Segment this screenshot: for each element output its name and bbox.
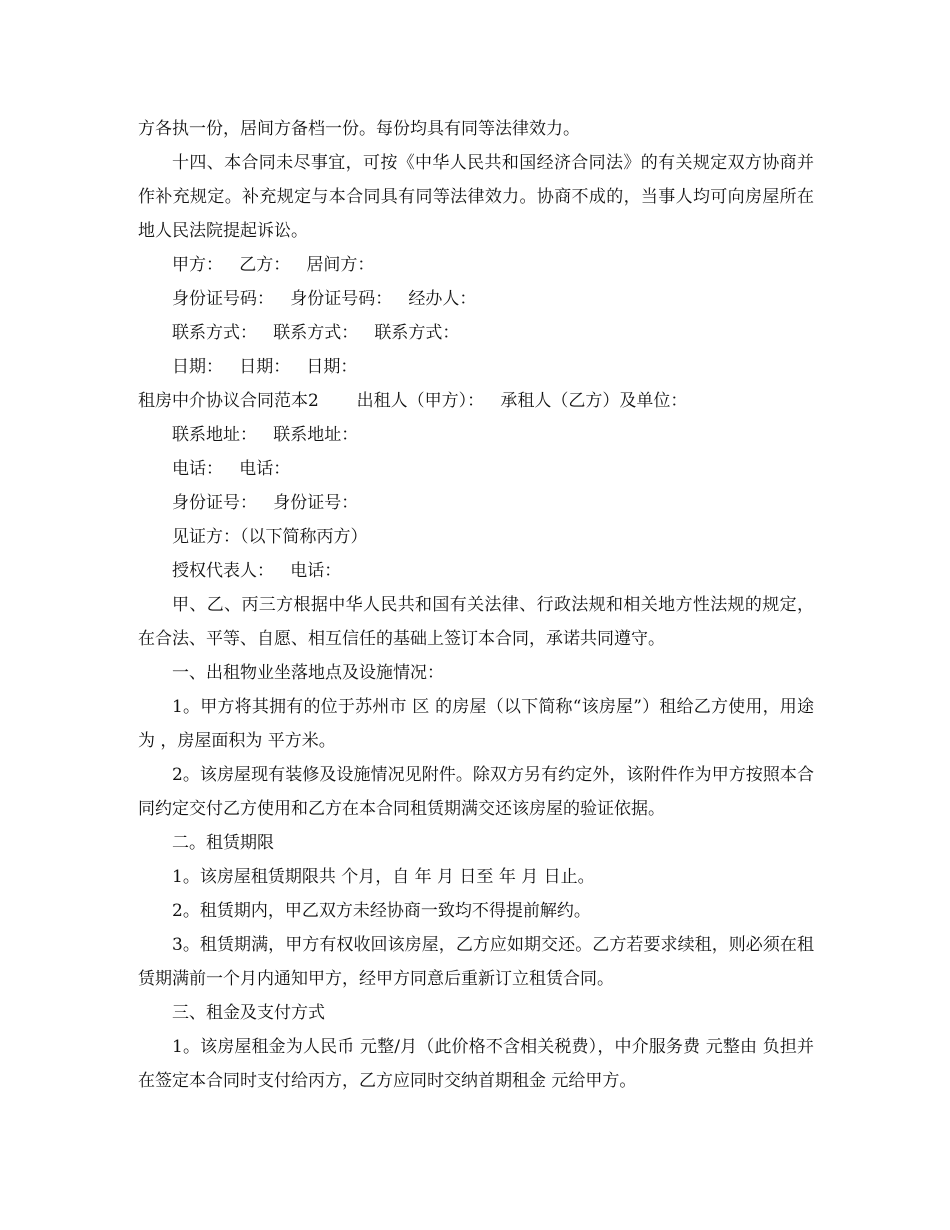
section-2-item-3: 3。租赁期满，甲方有权收回该房屋，乙方应如期交还。乙方若要求续租，则必须在租赁期满前一个月内通知甲方，经甲方同意后重新订立租赁合同。 — [138, 935, 814, 989]
signature-contact-line: 联系方式： 联系方式： 联系方式： — [172, 323, 460, 343]
template-2-header-line: 租房中介协议合同范本2 出租人（甲方）： 承租人（乙方）及单位： — [138, 391, 688, 411]
paragraph-clause-14: 十四、本合同未尽事宜，可按《中华人民共和国经济合同法》的有关规定双方协商并作补充规定。补充规定与本合同具有同等法律效力。协商不成的，当事人均可向房屋所在地人民法院提起诉讼。 — [138, 153, 814, 241]
id-number-line: 身份证号： 身份证号： — [172, 493, 359, 513]
section-1-heading: 一、出租物业坐落地点及设施情况： — [172, 663, 444, 683]
section-1-item-2: 2。该房屋现有装修及设施情况见附件。除双方另有约定外，该附件作为甲方按照本合同约定交付乙方使用和乙方在本合同租赁期满交还该房屋的验证依据。 — [138, 765, 814, 819]
witness-line: 见证方：（以下简称丙方） — [172, 527, 368, 547]
section-3-heading: 三、租金及支付方式 — [172, 1003, 325, 1023]
paragraph-preamble: 甲、乙、丙三方根据中华人民共和国有关法律、行政法规和相关地方性法规的规定，在合法、平等、自愿、相互信任的基础上签订本合同，承诺共同遵守。 — [138, 595, 814, 649]
paragraph-copies-note: 方各执一份，居间方备档一份。每份均具有同等法律效力。 — [138, 119, 580, 139]
signature-date-line: 日期： 日期： 日期： — [172, 357, 358, 377]
signature-id-line: 身份证号码： 身份证号码： 经办人： — [172, 289, 477, 309]
phone-line: 电话： 电话： — [172, 459, 291, 479]
section-2-item-1: 1。该房屋租赁期限共 个月，自 年 月 日至 年 月 日止。 — [172, 867, 595, 887]
address-line: 联系地址： 联系地址： — [172, 425, 359, 445]
section-3-item-1: 1。该房屋租金为人民币 元整/月（此价格不含相关税费），中介服务费 元整由 负担并在签定本合同时支付给丙方，乙方应同时交纳首期租金 元给甲方。 — [138, 1037, 814, 1091]
representative-line: 授权代表人： 电话： — [172, 561, 342, 581]
contract-document — [138, 112, 814, 1098]
section-1-item-1: 1。甲方将其拥有的位于苏州市 区 的房屋（以下简称“该房屋”）租给乙方使用，用途为 ，房屋面积为 平方米。 — [138, 697, 814, 751]
section-2-heading: 二。租赁期限 — [172, 833, 274, 853]
signature-parties-line: 甲方： 乙方： 居间方： — [172, 255, 375, 275]
section-2-item-2: 2。租赁期内，甲乙双方未经协商一致均不得提前解约。 — [172, 901, 591, 921]
